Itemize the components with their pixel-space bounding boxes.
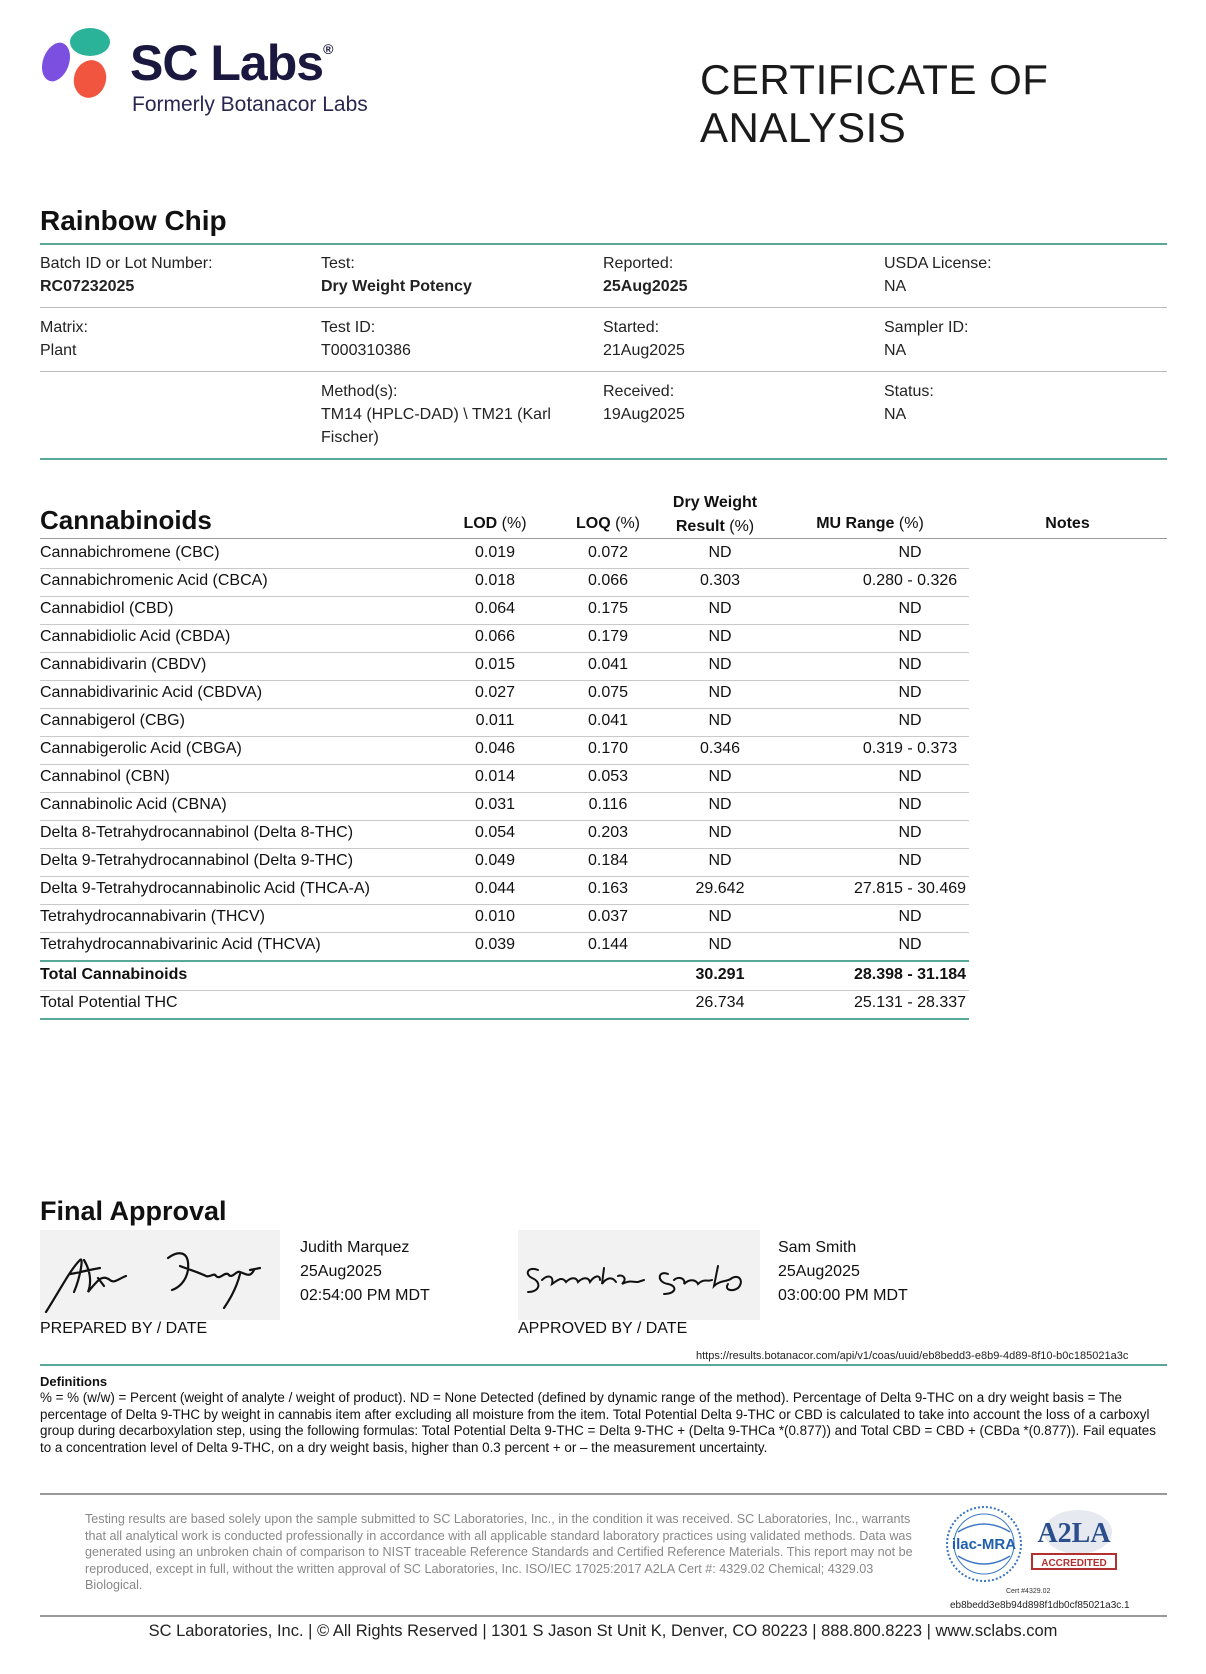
- status-field: Status: NA: [884, 383, 934, 423]
- column-header-lod: LOD (%): [463, 515, 527, 532]
- cell-lod: 0.054: [474, 824, 516, 841]
- approved-caption: APPROVED BY / DATE: [518, 1320, 688, 1337]
- cell-lod: 0.019: [474, 544, 516, 561]
- cell-loq: 0.075: [587, 684, 629, 701]
- svg-text:A2LA: A2LA: [1037, 1518, 1111, 1549]
- cell-lod: 0.015: [474, 656, 516, 673]
- cell-lod: 0.064: [474, 600, 516, 617]
- footer-text: SC Laboratories, Inc. | © All Rights Reserved | 1301 S Jason St Unit K, Denver, CO 80223 | 888.800.8223 | www.sclabs.com: [148, 1622, 1058, 1640]
- cell-name: Cannabidivarinic Acid (CBDVA): [40, 684, 263, 701]
- divider: [40, 307, 1167, 308]
- cell-mu: 0.319 - 0.373: [862, 740, 958, 757]
- cell-result: 0.346: [699, 740, 741, 757]
- definitions-title: Definitions: [40, 1374, 108, 1389]
- divider: [40, 1493, 1167, 1495]
- cell-result: ND: [708, 796, 732, 813]
- table-row: [40, 736, 969, 765]
- svg-text:ilac-MRA: ilac-MRA: [951, 1536, 1017, 1553]
- cell-mu: ND: [898, 684, 922, 701]
- definitions-text: % = % (w/w) = Percent (weight of analyte / weight of product). ND = None Detected (defined by dynamic range of the method). Percentage of Delta 9-THC on a dry weight basis = The percentage of Delta 9-THC by weight in cannabis item after excluding all moisture from the item. Total Potential Delta 9-THC or CBD is calculated to take into account the loss of a carboxyl group during decarboxylation step, using the following formulas: Total Potential Delta 9-THC = Delta 9-THC + (Delta 9-THCa *(0.877)) and Total CBD = CBD + (CBDa *(0.877)). Fail equates to a concentration level of Delta 9-THC, on a dry weight basis, higher than 0.3 percent + or – the measurement uncertainty.: [40, 1390, 1156, 1455]
- disclaimer-text: Testing results are based solely upon the sample submitted to SC Laboratories, Inc., in the condition it was received. SC Laboratories, Inc., warrants that all analytical work is conducted professionally in accordance with all applicable standard laboratory practices using validated methods. Data was generated using an unbroken chain of comparison to NIST traceable Reference Standards and Certified Reference Materials. This report may not be reproduced, except in full, without the written approval of SC Laboratories, Inc. ISO/IEC 17025:2017 A2LA Cert #: 4329.02 Chemical; 4329.03 Biological.: [85, 1512, 913, 1592]
- section-title: Cannabinoids: [40, 505, 212, 535]
- total-row: [40, 960, 969, 991]
- cell-result: ND: [708, 768, 732, 785]
- divider: [40, 243, 1167, 245]
- cell-name: Cannabinol (CBN): [40, 768, 170, 785]
- cell-lod: 0.027: [474, 684, 516, 701]
- cell-name: Cannabidiolic Acid (CBDA): [40, 628, 231, 645]
- cell-loq: 0.041: [587, 656, 629, 673]
- cell-name: Cannabigerol (CBG): [40, 712, 185, 729]
- cell-mu: 25.131 - 28.337: [853, 994, 967, 1011]
- cell-name: Tetrahydrocannabivarin (THCV): [40, 908, 265, 925]
- column-header-loq: LOQ (%): [575, 515, 640, 532]
- cell-name: Total Cannabinoids: [40, 966, 188, 983]
- cell-loq: 0.163: [587, 880, 629, 897]
- document-title: CERTIFICATE OF ANALYSIS: [700, 56, 1049, 151]
- cell-mu: ND: [898, 656, 922, 673]
- divider: [40, 1364, 1167, 1366]
- cell-mu: ND: [898, 936, 922, 953]
- table-row: [40, 708, 969, 737]
- column-header-mu: MU Range (%): [816, 515, 924, 532]
- cell-loq: 0.116: [588, 796, 628, 813]
- cell-lod: 0.010: [474, 908, 516, 925]
- cell-name: Cannabinolic Acid (CBNA): [40, 796, 227, 813]
- cell-result: 26.734: [695, 994, 745, 1011]
- cell-mu: ND: [898, 600, 922, 617]
- cell-mu: 27.815 - 30.469: [853, 880, 967, 897]
- divider: [40, 1615, 1167, 1617]
- cell-result: ND: [708, 684, 732, 701]
- cell-lod: 0.018: [474, 572, 516, 589]
- cell-result: ND: [708, 656, 732, 673]
- cell-mu: 0.280 - 0.326: [862, 572, 958, 589]
- cell-lod: 0.031: [474, 796, 516, 813]
- divider: [40, 458, 1167, 460]
- document-hash: eb8bedd3e8b94d898f1db0cf85021a3c.1: [950, 1600, 1130, 1611]
- cell-mu: ND: [898, 768, 922, 785]
- column-header-result: Dry Weight Result (%): [672, 494, 758, 535]
- cell-result: ND: [708, 544, 732, 561]
- approved-signature: [518, 1230, 760, 1320]
- prepared-by-info: Judith Marquez 25Aug2025 02:54:00 PM MDT: [300, 1239, 430, 1304]
- cell-lod: 0.014: [474, 768, 516, 785]
- cell-result: ND: [708, 600, 732, 617]
- table-row: [40, 680, 969, 709]
- cell-lod: 0.046: [474, 740, 516, 757]
- brand-name: SC Labs®: [130, 35, 333, 91]
- cell-name: Cannabidivarin (CBDV): [40, 656, 207, 673]
- cell-loq: 0.170: [587, 740, 629, 757]
- cell-loq: 0.072: [587, 544, 629, 561]
- a2la-accredited-logo-icon: [1028, 1506, 1120, 1572]
- cell-result: ND: [708, 712, 732, 729]
- table-row: [40, 764, 969, 793]
- table-row: [40, 932, 969, 961]
- started-field: Started: 21Aug2025: [603, 319, 685, 359]
- cell-loq: 0.203: [587, 824, 629, 841]
- divider: [40, 371, 1167, 372]
- test-field: Test: Dry Weight Potency: [321, 255, 472, 295]
- matrix-field: Matrix: Plant: [40, 319, 88, 359]
- table-row: [40, 540, 969, 569]
- brand-formerly: Formerly Botanacor Labs: [132, 93, 368, 116]
- cell-name: Cannabichromene (CBC): [40, 544, 220, 561]
- cell-name: Delta 9-Tetrahydrocannabinolic Acid (THCA-A): [40, 880, 370, 897]
- cell-mu: 28.398 - 31.184: [853, 966, 967, 983]
- cell-mu: ND: [898, 628, 922, 645]
- cell-name: Cannabigerolic Acid (CBGA): [40, 740, 242, 757]
- cell-loq: 0.184: [587, 852, 629, 869]
- cell-result: ND: [708, 908, 732, 925]
- table-row: [40, 596, 969, 625]
- cell-loq: 0.175: [587, 600, 629, 617]
- approval-title: Final Approval: [40, 1196, 227, 1226]
- results-url[interactable]: https://results.botanacor.com/api/v1/coas/uuid/eb8bedd3-e8b9-4d89-8f10-b0c185021a3c: [696, 1350, 1129, 1362]
- cell-mu: ND: [898, 712, 922, 729]
- cell-mu: ND: [898, 908, 922, 925]
- cell-lod: 0.011: [475, 712, 515, 729]
- test-id-field: Test ID: T000310386: [321, 319, 411, 359]
- table-row: [40, 876, 969, 905]
- cell-name: Delta 9-Tetrahydrocannabinol (Delta 9-THC): [40, 852, 354, 869]
- cell-lod: 0.066: [474, 628, 516, 645]
- cell-result: ND: [708, 628, 732, 645]
- total-row: [40, 990, 969, 1020]
- cell-result: 30.291: [695, 966, 745, 983]
- cell-name: Delta 8-Tetrahydrocannabinol (Delta 8-THC): [40, 824, 354, 841]
- cell-result: ND: [708, 824, 732, 841]
- cell-result: 0.303: [699, 572, 741, 589]
- cell-mu: ND: [898, 796, 922, 813]
- cell-name: Cannabichromenic Acid (CBCA): [40, 572, 268, 589]
- cell-loq: 0.066: [587, 572, 629, 589]
- cell-loq: 0.144: [587, 936, 629, 953]
- reported-field: Reported: 25Aug2025: [603, 255, 688, 295]
- product-name: Rainbow Chip: [40, 205, 227, 236]
- sampler-field: Sampler ID: NA: [884, 319, 969, 359]
- table-row: [40, 848, 969, 877]
- approved-by-info: Sam Smith 25Aug2025 03:00:00 PM MDT: [778, 1239, 908, 1304]
- cell-lod: 0.039: [474, 936, 516, 953]
- table-row: [40, 624, 969, 653]
- cell-lod: 0.049: [474, 852, 516, 869]
- column-header-notes: Notes: [1045, 515, 1090, 532]
- cell-result: 29.642: [695, 880, 745, 897]
- table-row: [40, 568, 969, 597]
- table-row: [40, 820, 969, 849]
- cell-result: ND: [708, 936, 732, 953]
- header-rule: [40, 538, 1167, 539]
- cell-loq: 0.179: [587, 628, 629, 645]
- received-field: Received: 19Aug2025: [603, 383, 685, 423]
- cell-lod: 0.044: [474, 880, 516, 897]
- cell-result: ND: [708, 852, 732, 869]
- cell-name: Cannabidiol (CBD): [40, 600, 174, 617]
- cell-mu: ND: [898, 544, 922, 561]
- table-row: [40, 792, 969, 821]
- batch-field: Batch ID or Lot Number: RC07232025: [40, 255, 213, 295]
- prepared-signature: [40, 1230, 280, 1320]
- usda-field: USDA License: NA: [884, 255, 992, 295]
- cell-mu: ND: [898, 824, 922, 841]
- sc-labs-logo-icon: [40, 24, 112, 100]
- cell-name: Total Potential THC: [40, 994, 178, 1011]
- cell-loq: 0.053: [587, 768, 629, 785]
- cell-name: Tetrahydrocannabivarinic Acid (THCVA): [40, 936, 321, 953]
- cert-number: Cert #4329.02: [1006, 1588, 1051, 1595]
- table-row: [40, 904, 969, 933]
- methods-field: Method(s): TM14 (HPLC-DAD) \ TM21 (Karl Fischer): [321, 383, 551, 446]
- ilac-mra-logo-icon: [944, 1504, 1024, 1584]
- prepared-caption: PREPARED BY / DATE: [40, 1320, 208, 1337]
- cell-mu: ND: [898, 852, 922, 869]
- cell-loq: 0.037: [587, 908, 629, 925]
- table-row: [40, 652, 969, 681]
- cell-loq: 0.041: [587, 712, 629, 729]
- svg-text:ACCREDITED: ACCREDITED: [1041, 1558, 1107, 1569]
